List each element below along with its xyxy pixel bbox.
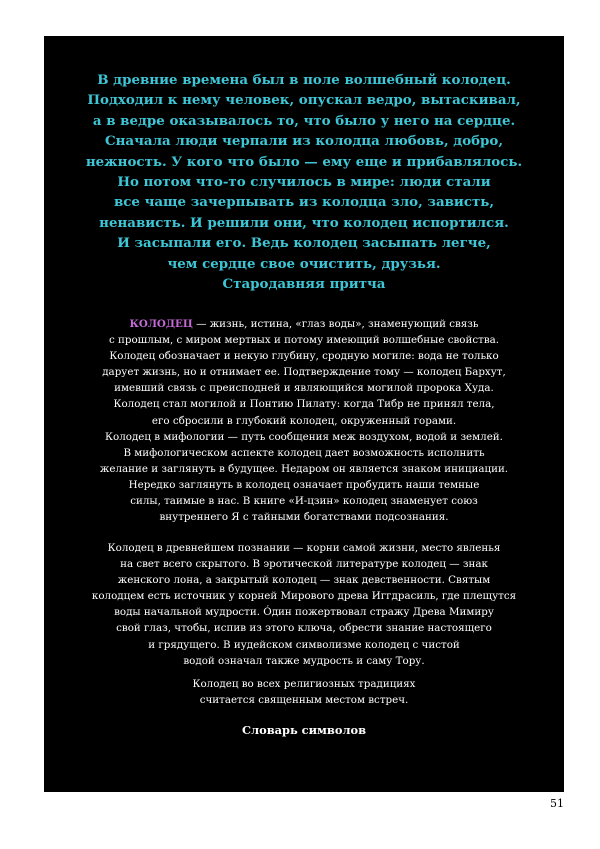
page-number: 51 [550, 797, 564, 810]
dictionary-line: силы, таимые в нас. В книге «И-цзин» колодец знаменует союз [130, 495, 478, 508]
dictionary-line: желание и заглянуть в будущее. Недаром он является знаком инициации. [99, 462, 509, 475]
parable-line: чем сердце свое очистить, друзья. [167, 255, 441, 272]
dictionary-line: колодцем есть источник у корней Мирового древа Иггдрасиль, где плещутся [91, 590, 517, 603]
dictionary-term: КОЛОДЕЦ [129, 318, 193, 330]
page-panel [44, 36, 564, 792]
parable-source: Стародавняя притча [222, 276, 386, 292]
dictionary-line: Колодец обозначает и некую глубину, сродную могиле: вода не только [109, 350, 499, 363]
dictionary-line [44, 316, 564, 332]
dictionary-line: водой означал также мудрость и саму Тору. [183, 654, 425, 667]
parable-line: а в ведре оказывалось то, что было у него на сердце. [92, 112, 516, 129]
dictionary-line: дарует жизнь, но и отнимает ее. Подтверждение тому — колодец Бархут, [102, 366, 506, 379]
dictionary-line: считается священным местом встреч. [199, 694, 409, 707]
parable-line: нежность. У кого что было — ему еще и прибавлялось. [85, 153, 523, 170]
parable-text [44, 70, 564, 274]
dictionary-line: Колодец во всех религиозных традициях [192, 678, 416, 690]
dictionary-line: свой глаз, чтобы, испив из этого ключа, обрести знание настоящего [116, 622, 492, 635]
dictionary-line: Колодец в древнейшем познании — корни самой жизни, место явленья [107, 542, 501, 554]
dictionary-paragraph-2 [44, 540, 564, 669]
dictionary-paragraph-3 [44, 676, 564, 708]
parable-line: Сначала люди черпали из колодца любовь, добро, [104, 133, 504, 150]
dictionary-line-text: — жизнь, истина, «глаз воды», знаменующий связь [192, 318, 479, 330]
parable-line: все чаще зачерпывать из колодца зло, зависть, [113, 194, 495, 211]
parable-line: В древние времена был в поле волшебный колодец. [97, 72, 511, 88]
dictionary-line: имевший связь с преисподней и являющийся могилой пророка Худа. [114, 382, 494, 395]
dictionary-line: на свет всего скрытого. В эротической литературе колодец — знак [120, 558, 488, 571]
dictionary-source: Словарь символов [242, 723, 366, 737]
dictionary-line: В мифологическом аспекте колодец дает возможность исполнить [123, 446, 485, 459]
dictionary-line: его сбросили в глубокий колодец, окруженный горами. [151, 414, 457, 427]
dictionary-line: Нередко заглянуть в колодец означает пробудить наши темные [128, 478, 480, 491]
dictionary-line: с прошлым, с миром мертвых и потому имеющий волшебные свойства. [108, 334, 500, 347]
dictionary-line: воды начальной мудрости. Óдин пожертвовал стражу Древа Мимиру [114, 606, 494, 619]
dictionary-line: Колодец в мифологии — путь сообщения меж воздухом, водой и землей. [105, 430, 503, 443]
dictionary-paragraph-1 [44, 316, 564, 525]
dictionary-line: и грядущего. В иудейском символизме колодец с чистой [148, 638, 460, 651]
dictionary-line: женского лона, а закрытый колодец — знак девственности. Святым [117, 574, 491, 587]
parable-line: Но потом что-то случилось в мире: люди стали [117, 173, 491, 190]
dictionary-line: Колодец стал могилой и Понтию Пилату: когда Тибр не принял тела, [113, 398, 495, 411]
parable-line: Подходил к нему человек, опускал ведро, вытаскивал, [87, 92, 521, 109]
parable-line: И засыпали его. Ведь колодец засыпать легче, [117, 235, 491, 252]
dictionary-line: внутреннего Я с тайными богатствами подсознания. [159, 511, 449, 524]
parable-line: ненависть. И решили они, что колодец испортился. [99, 214, 509, 231]
